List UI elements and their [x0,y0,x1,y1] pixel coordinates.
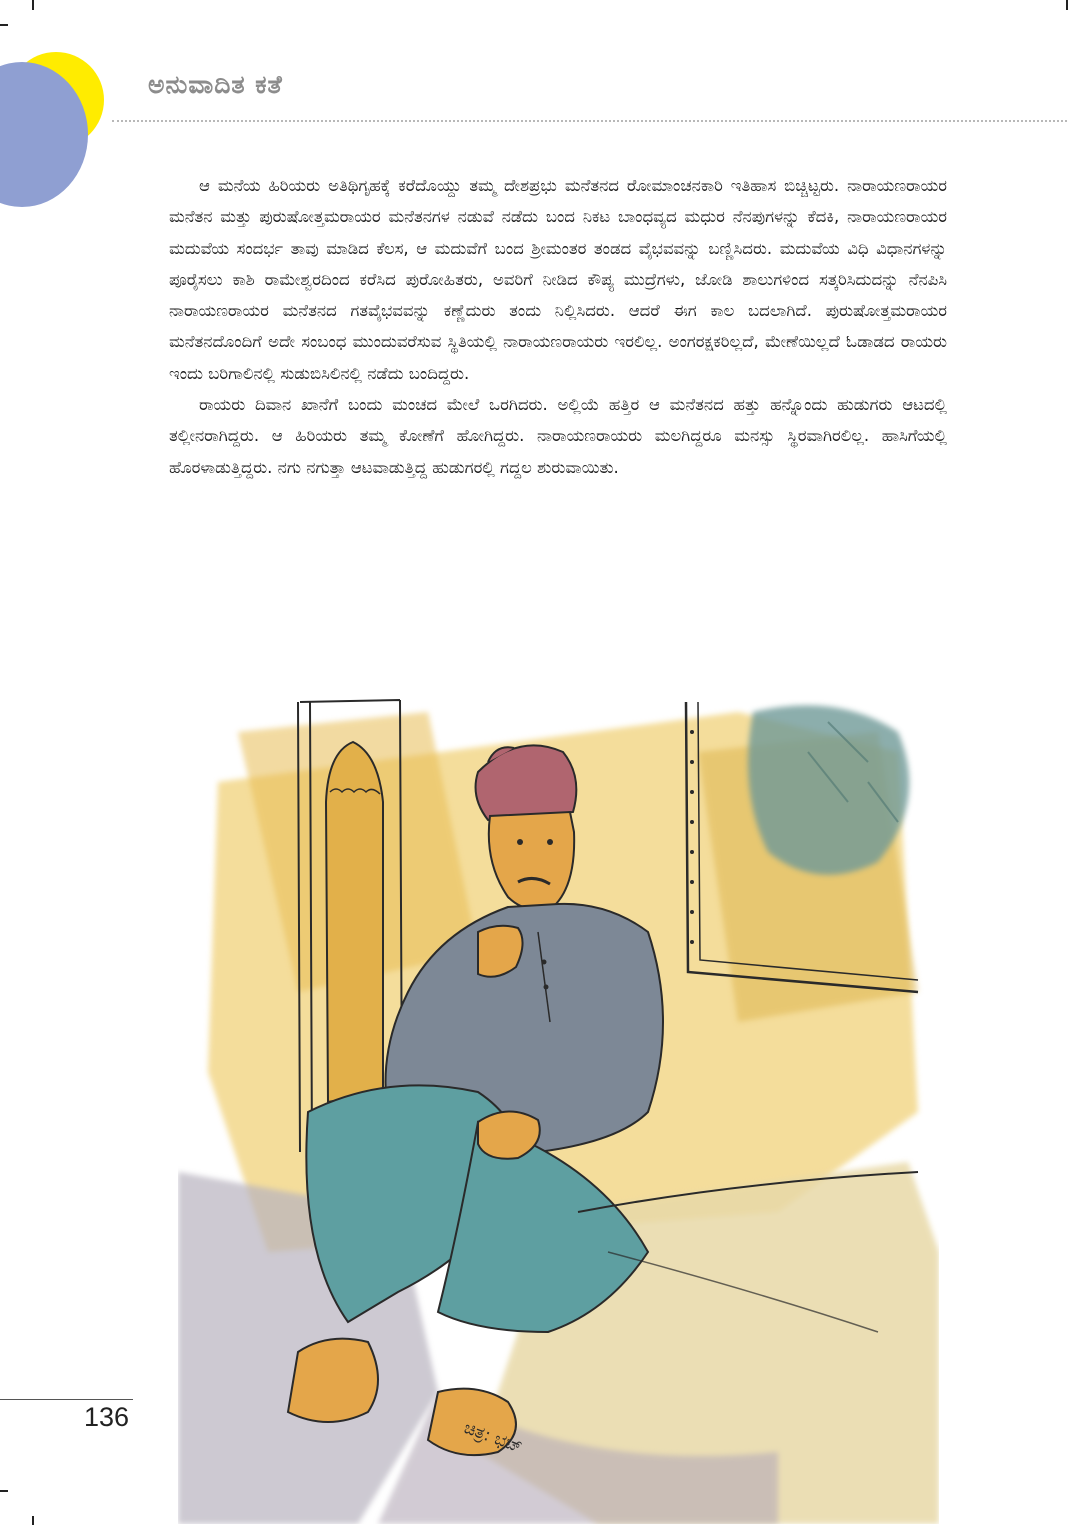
page-number: 136 [84,1402,130,1432]
crop-mark [1066,0,1068,10]
crop-mark [32,0,34,10]
section-title: ಅನುವಾದಿತ ಕತೆ [148,70,283,99]
illustration-signature: ಚಿತ್ರ: ಭಟ್ [461,1418,525,1458]
crop-mark [0,1490,8,1492]
crop-mark [0,24,8,26]
page-number-rule [0,1399,133,1400]
story-illustration [178,692,939,1524]
story-paragraph: ರಾಯರು ದಿವಾನ ಖಾನೆಗೆ ಬಂದು ಮಂಚದ ಮೇಲೆ ಒರಗಿದರು. ಅಲ್ಲಿಯೆ ಹತ್ತಿರ ಆ ಮನೆತನದ ಹತ್ತು ಹನ್ನೊಂದು ಹುಡುಗರು ಆಟದಲ್ಲಿ ತಲ್ಲೀನರಾಗಿದ್ದರು. ಆ ಹಿರಿಯರು ತಮ್ಮ ಕೋಣೆಗೆ ಹೋಗಿದ್ದರು. ನಾರಾಯಣರಾಯರು ಮಲಗಿದ್ದರೂ ಮನಸ್ಸು ಸ್ಥಿರವಾಗಿರಲಿಲ್ಲ. ಹಾಸಿಗೆಯಲ್ಲಿ ಹೊರಳಾಡುತ್ತಿದ್ದರು. ನಗು ನಗುತ್ತಾ ಆಟವಾಡುತ್ತಿದ್ದ ಹುಡುಗರಲ್ಲಿ ಗದ್ದಲ ಶುರುವಾಯಿತು. [169,395,947,477]
story-text [169,170,947,483]
crop-mark [32,1516,34,1525]
story-paragraph: ಆ ಮನೆಯ ಹಿರಿಯರು ಅತಿಥಿಗೃಹಕ್ಕೆ ಕರೆದೊಯ್ದು ತಮ್ಮ ದೇಶಪ್ರಭು ಮನೆತನದ ರೋಮಾಂಚನಕಾರಿ ಇತಿಹಾಸ ಬಿಚ್ಚಿಟ್ಟರು. ನಾರಾಯಣರಾಯರ ಮನೆತನ ಮತ್ತು ಪುರುಷೋತ್ತಮರಾಯರ ಮನೆತನಗಳ ನಡುವೆ ನಡೆದು ಬಂದ ನಿಕಟ ಬಾಂಧವ್ಯದ ಮಧುರ ನೆನಪುಗಳನ್ನು ಕೆದಕಿ, ನಾರಾಯಣರಾಯರ ಮದುವೆಯ ಸಂದರ್ಭ ತಾವು ಮಾಡಿದ ಕೆಲಸ, ಆ ಮದುವೆಗೆ ಬಂದ ಶ್ರೀಮಂತರ ತಂಡದ ವೈಭವವನ್ನು ಬಣ್ಣಿಸಿದರು. ಮದುವೆಯ ವಿಧಿ ವಿಧಾನಗಳನ್ನು ಪೂರೈಸಲು ಕಾಶಿ ರಾಮೇಶ್ವರದಿಂದ ಕರೆಸಿದ ಪುರೋಹಿತರು, ಅವರಿಗೆ ನೀಡಿದ ಕೌಪ್ಯ ಮುದ್ರೆಗಳು, ಜೋಡಿ ಶಾಲುಗಳಿಂದ ಸತ್ಕರಿಸಿದುದನ್ನು ನೆನಪಿಸಿ ನಾರಾಯಣರಾಯರ ಮನೆತನದ ಗತವೈಭವವನ್ನು ಕಣ್ಣೆದುರು ತಂದು ನಿಲ್ಲಿಸಿದರು. ಆದರೆ ಈಗ ಕಾಲ ಬದಲಾಗಿದೆ. ಪುರುಷೋತ್ತಮರಾಯರ ಮನೆತನದೊಂದಿಗೆ ಅದೇ ಸಂಬಂಧ ಮುಂದುವರೆಸುವ ಸ್ಥಿತಿಯಲ್ಲಿ ನಾರಾಯಣರಾಯರು ಇರಲಿಲ್ಲ. ಅಂಗರಕ್ಷಕರಿಲ್ಲದೆ, ಮೇಣೆಯಿಲ್ಲದೆ ಓಡಾಡದ ರಾಯರು ಇಂದು ಬರಿಗಾಲಿನಲ್ಲಿ ಸುಡುಬಿಸಿಲಿನಲ್ಲಿ ನಡೆದು ಬಂದಿದ್ದರು. [169,176,947,383]
header-dotted-rule [112,120,1067,122]
